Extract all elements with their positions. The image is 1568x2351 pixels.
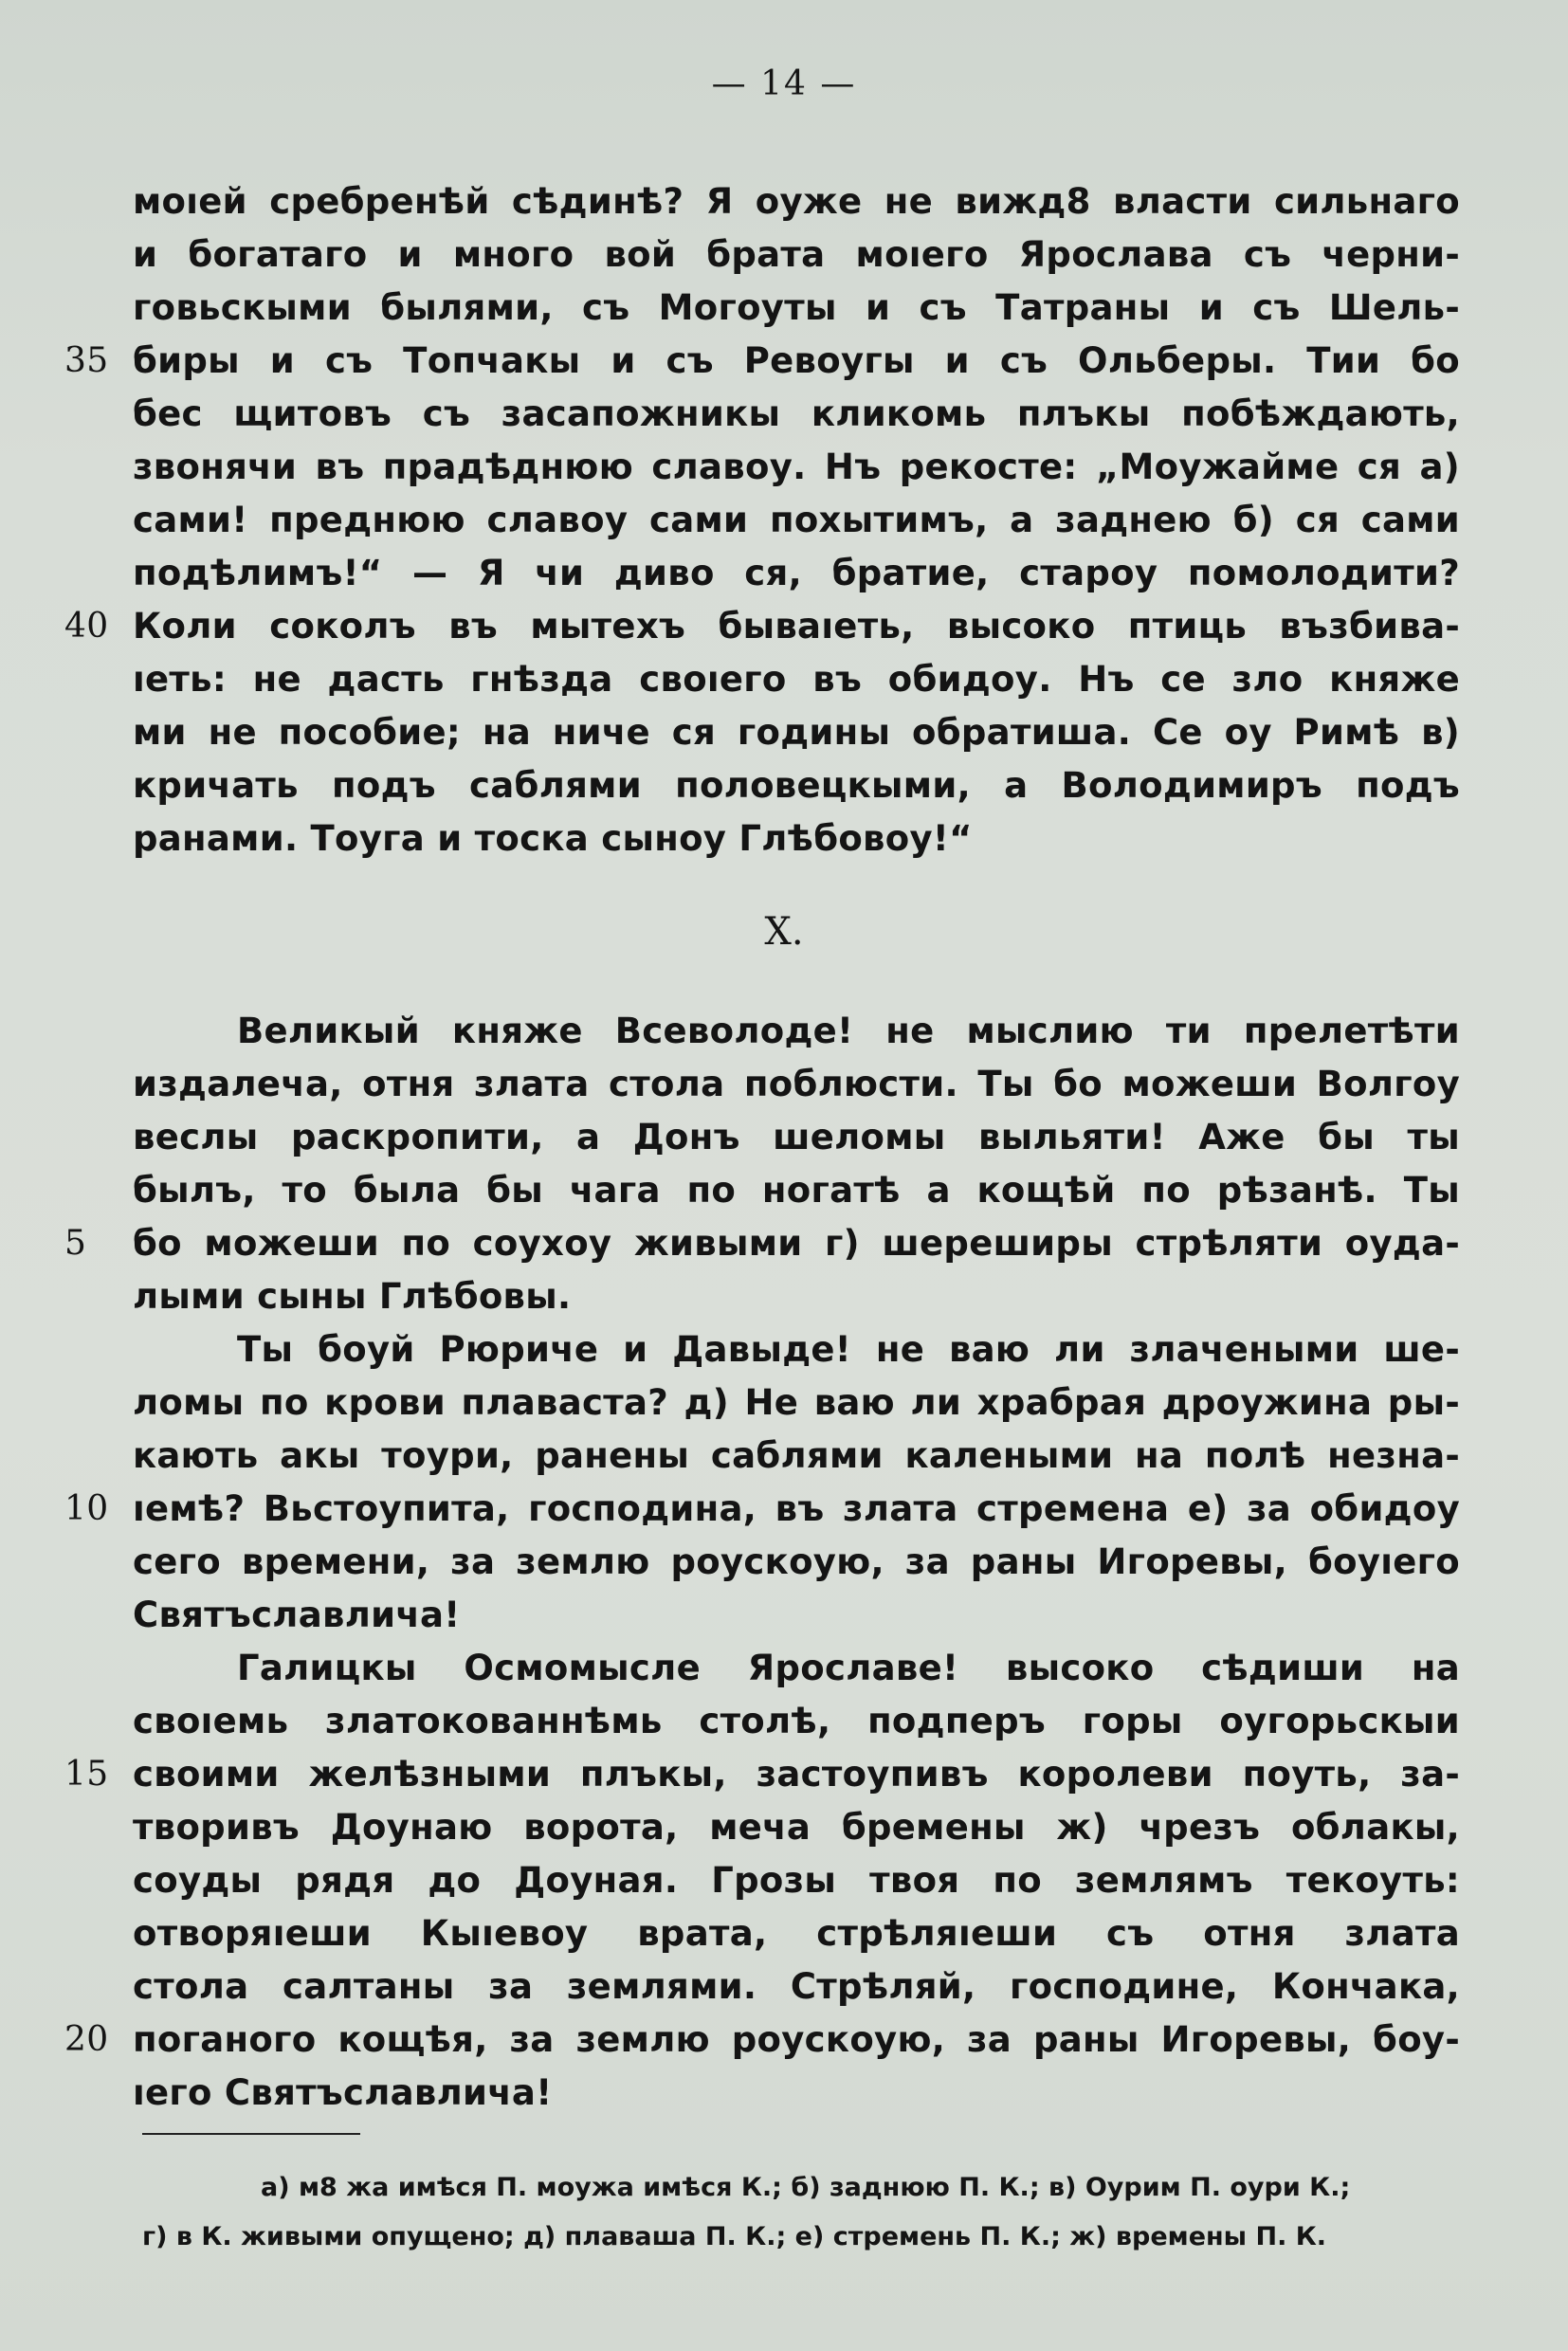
line-text: стола салтаны за землями. Стрѣляй, господине, Кончака, [133, 1966, 1460, 2007]
text-line [133, 1907, 1460, 1960]
text-line [133, 1854, 1460, 1907]
line-text: Коли соколъ въ мытехъ бываıеть, высоко птиць възбива- [133, 606, 1460, 647]
text-line [133, 1642, 1460, 1695]
line-text: звонячи въ прадѣднюю славоу. Нъ рекосте: „Моужайме ся а) [133, 447, 1460, 487]
line-text: моıей сребренѣй сѣдинѣ? Я оуже не вижд8 власти сильнаго [133, 181, 1460, 222]
line-text: былъ, то была бы чага по ногатѣ а кощѣй по рѣзанѣ. Ты [133, 1170, 1460, 1211]
text-line [133, 1430, 1460, 1483]
line-text: и богатаго и много вой брата моıего Ярослава съ черни- [133, 234, 1460, 275]
line-text: подѣлимъ!“ — Я чи диво ся, братие, староу помолодити? [133, 553, 1460, 593]
line-text: соуды рядя до Доуная. Грозы твоя по землямъ текоуть: [133, 1860, 1460, 1901]
line-text: Святъславлича! [133, 1595, 461, 1635]
line-text: бо можеши по соухоу живыми г) шереширы стрѣляти оуда- [133, 1223, 1460, 1264]
line-text: творивъ Доунаю ворота, меча бремены ж) чрезъ облакы, [133, 1807, 1460, 1848]
text-line [64, 1483, 1460, 1536]
line-text: Великый княже Всеволоде! не мыслию ти прелетѣти [237, 1011, 1460, 1051]
line-text: бес щитовъ съ засапожникы кликомь плъкы побѣждають, [133, 393, 1460, 434]
line-text: отворяıеши Кыıевоу врата, стрѣляıеши съ отня злата [133, 1913, 1460, 1954]
text-line [64, 600, 1460, 653]
text-line [133, 2067, 1460, 2120]
line-text: ıемѣ? Вьстоупита, господина, въ злата стремена е) за обидоу [133, 1488, 1460, 1529]
line-text: веслы раскропити, а Донъ шеломы выльяти! Аже бы ты [133, 1117, 1460, 1157]
text-line [133, 1695, 1460, 1748]
footnote-rule [142, 2133, 360, 2135]
text-line [64, 1217, 1460, 1270]
line-number: 40 [64, 607, 109, 646]
line-number: 10 [64, 1489, 109, 1528]
footnote-line: а) м8 жа имѣся П. моужа имѣся К.; б) заднюю П. К.; в) Оурим П. оури К.; [261, 2173, 1351, 2202]
text-line [133, 1005, 1460, 1058]
text-line [133, 547, 1460, 600]
text-line [133, 388, 1460, 441]
line-text: сего времени, за землю роускоую, за раны Игоревы, боуıего [133, 1541, 1460, 1582]
line-text: издалеча, отня злата стола поблюсти. Ты бо можеши Волгоу [133, 1064, 1460, 1104]
text-line [133, 653, 1460, 706]
footnotes [142, 2163, 1450, 2262]
line-text: ломы по крови плаваста? д) Не ваю ли храбрая дроужина ры- [133, 1382, 1460, 1423]
text-line [133, 175, 1460, 228]
line-text: ıего Святъславлича! [133, 2072, 553, 2113]
line-text: сами! преднюю славоу сами похытимъ, а заднею б) ся сами [133, 500, 1460, 540]
line-number: 15 [64, 1755, 109, 1794]
text-line [64, 335, 1460, 388]
line-text: говьскыми былями, съ Могоуты и съ Татраны и съ Шель- [133, 287, 1460, 328]
text-line [133, 1801, 1460, 1854]
footnote-line: г) в К. живыми опущено; д) плаваша П. К.; е) стремень П. К.; ж) времены П. К. [142, 2222, 1327, 2251]
text-line [133, 1589, 1460, 1642]
text-line [64, 2014, 1460, 2067]
line-text: ми не пособие; на ниче ся годины обратиша. Се оу Римѣ в) [133, 712, 1460, 753]
line-number: 20 [64, 2020, 109, 2059]
line-text: Галицкы Осмомысле Ярославе! высоко сѣдиши на [237, 1648, 1460, 1688]
text-line [133, 494, 1460, 547]
line-text: кричать подъ саблями половецкыми, а Володимиръ подъ [133, 765, 1460, 806]
page-number: — 14 — [711, 64, 857, 103]
text-line [64, 1748, 1460, 1801]
line-text: поганого кощѣя, за землю роускоую, за раны Игоревы, боу- [133, 2019, 1460, 2060]
text-line [133, 1270, 1460, 1323]
text-line [133, 282, 1460, 335]
text-line [133, 1960, 1460, 2014]
text-line [133, 1111, 1460, 1164]
line-text: своıемь златокованнѣмь столѣ, подперъ горы оугорьскыи [133, 1701, 1460, 1741]
text-line [133, 1164, 1460, 1217]
text-block-1 [64, 175, 1460, 866]
text-line [133, 1058, 1460, 1111]
line-number: 5 [64, 1224, 87, 1263]
text-line [133, 812, 1460, 866]
text-line [133, 759, 1460, 812]
line-number: 35 [64, 341, 109, 380]
line-text: ıеть: не дасть гнѣзда своıего въ обидоу. Нъ се зло княже [133, 659, 1460, 700]
text-line [133, 1376, 1460, 1430]
line-text: биры и съ Топчакы и съ Ревоугы и съ Ольберы. Тии бо [133, 340, 1460, 381]
line-text: кають акы тоури, ранены саблями калеными на полѣ незна- [133, 1435, 1460, 1476]
text-line [133, 441, 1460, 494]
text-line [133, 1536, 1460, 1589]
line-text: ранами. Тоуга и тоска сыноу Глѣбовоу!“ [133, 818, 973, 859]
line-text: своими желѣзными плъкы, застоупивъ королеви поуть, за- [133, 1754, 1460, 1795]
line-text: Ты боуй Рюриче и Давыде! не ваю ли злачеными ше- [237, 1329, 1460, 1370]
text-block-2 [64, 1005, 1460, 2120]
text-line [133, 228, 1460, 282]
section-heading: X. [764, 910, 804, 954]
line-text: лыми сыны Глѣбовы. [133, 1276, 572, 1317]
text-line [133, 706, 1460, 759]
text-line [133, 1323, 1460, 1376]
